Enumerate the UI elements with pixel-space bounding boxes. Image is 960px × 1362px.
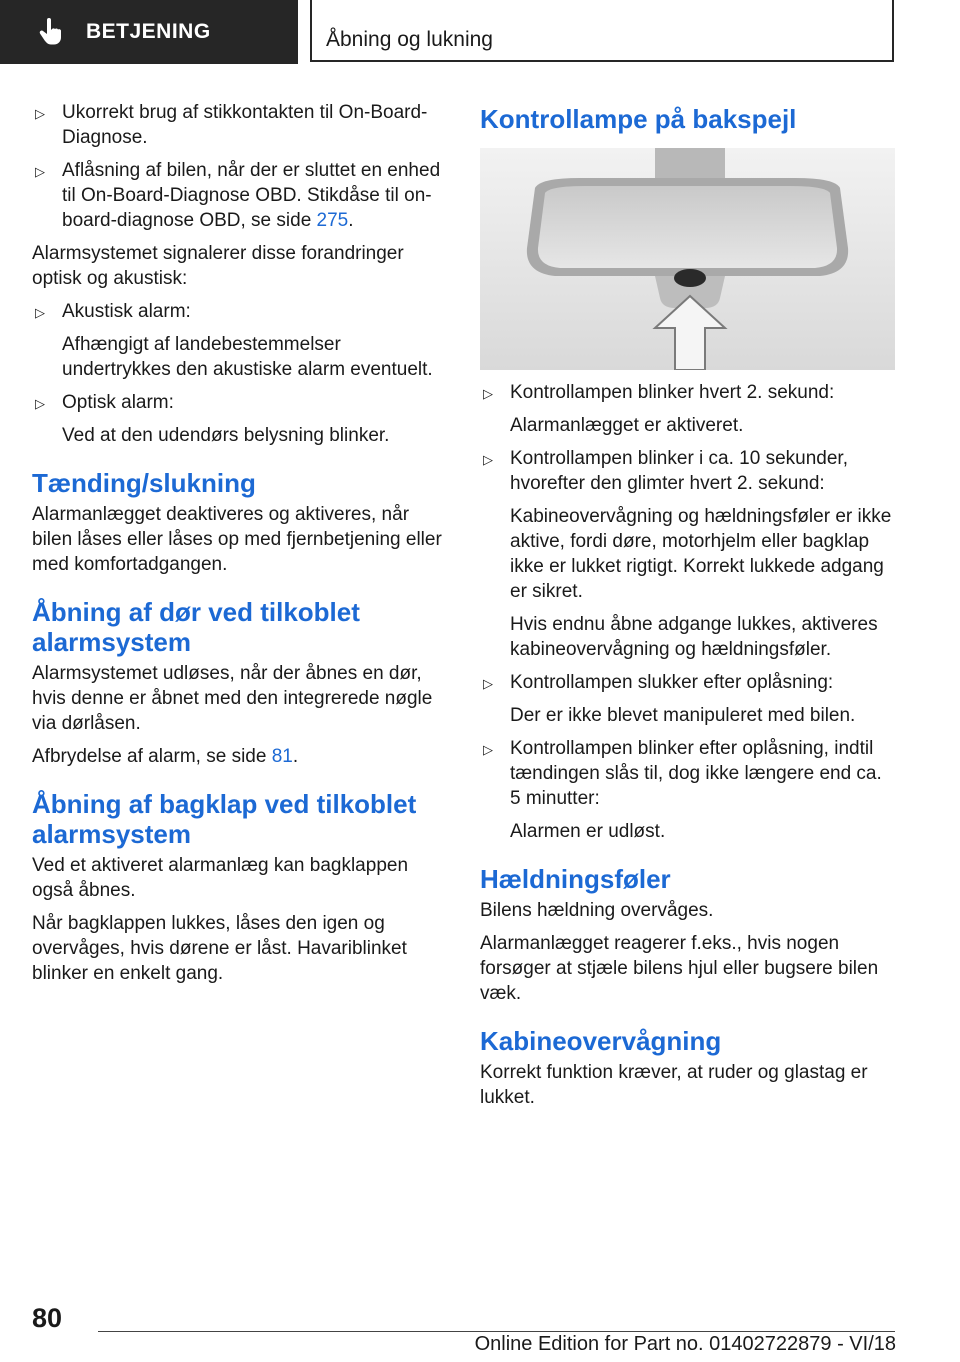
list-item-text: Kabineovervågning og hældningsføler er ikke aktive, fordi døre, motorhjelm eller bagklap ikke er lukket rigtigt. Korrekt lukkede adgang er sikret. xyxy=(510,506,892,602)
list-item-text: Alarmen er udløst. xyxy=(510,821,666,842)
door-text: Alarmsystemet udløses, når der åbnes en dør, hvis denne er åbnet med den integrerede nøgle via dørlåsen. xyxy=(32,663,433,734)
list-item-text: Hvis endnu åbne adgange lukkes, aktiveres kabineovervågning og hældningsføler. xyxy=(510,614,878,660)
list-item-text: Alarmanlægget er aktiveret. xyxy=(510,415,744,436)
tailgate-text-1: Ved et aktiveret alarmanlæg kan bagklappen også åbnes. xyxy=(32,855,409,901)
heading-cabin-monitoring: Kabineovervågning xyxy=(480,1026,722,1056)
rearview-mirror-image xyxy=(480,148,895,370)
list-item: ▷ Kontrollampen blinker efter oplåsning, indtil tændingen slås til, dog ikke længere end ca. 5 minutter: xyxy=(483,738,882,809)
right-column xyxy=(480,100,895,1118)
list-item: ▷ Kontrollampen blinker i ca. 10 sekunder, hvorefter den glimter hvert 2. sekund: xyxy=(483,448,848,494)
list-item: ▷ Kontrollampen blinker hvert 2. sekund: xyxy=(480,380,895,405)
lamp-status-list xyxy=(480,380,895,844)
ignition-text: Alarmanlægget deaktiveres og aktiveres, når bilen låses eller låses op med fjernbetjening eller med komfortadgangen. xyxy=(32,504,442,575)
list-item: ▷ Optisk alarm: xyxy=(32,390,442,415)
section-tab xyxy=(0,0,298,64)
heading-tilt-sensor: Hældningsføler xyxy=(480,864,671,894)
tilt-text-2: Alarmanlægget reagerer f.eks., hvis nogen forsøger at stjæle bilens hjul eller bugsere bilen væk. xyxy=(480,933,879,1004)
page-number: 80 xyxy=(32,1303,63,1333)
triangle-bullet-icon: ▷ xyxy=(35,164,45,179)
chapter-title: Åbning og lukning xyxy=(326,28,493,51)
list-item: ▷ Aflåsning af bilen, når der er sluttet en enhed til On-Board-Diagnose OBD. Stikdåse til on-board-diagnose OBD, se side 275. xyxy=(35,160,441,231)
triangle-bullet-icon: ▷ xyxy=(483,386,493,401)
section-label: BETJENING xyxy=(86,20,211,43)
list-item: ▷ Akustisk alarm: xyxy=(32,299,442,324)
triangle-bullet-icon: ▷ xyxy=(483,452,493,467)
edition-text: Online Edition for Part no. 01402722879 - VI/18 xyxy=(474,1333,896,1355)
optical-text: Ved at den udendørs belysning blinker. xyxy=(62,425,390,446)
left-column xyxy=(32,100,442,994)
alarm-intro: Alarmsystemet signalerer disse forandringer optisk og akustisk: xyxy=(32,243,404,289)
rearview-mirror-illustration xyxy=(480,148,895,370)
triangle-bullet-icon: ▷ xyxy=(483,676,493,691)
tailgate-text-2: Når bagklappen lukkes, låses den igen og overvåges, hvis dørene er låst. Havariblinket blinker en enkelt gang. xyxy=(32,913,407,984)
list-item-text: Der er ikke blevet manipuleret med bilen. xyxy=(510,705,856,726)
triangle-bullet-icon: ▷ xyxy=(35,106,45,121)
hand-pointer-icon xyxy=(38,18,64,46)
heading-ignition: Tænding/slukning xyxy=(32,468,256,498)
list-item: ▷ Ukorrekt brug af stikkontakten til On-Board-Diagnose. xyxy=(35,102,428,148)
page-link-81[interactable]: 81 xyxy=(271,746,293,767)
triangle-bullet-icon: ▷ xyxy=(35,305,45,320)
triangle-bullet-icon: ▷ xyxy=(35,396,45,411)
footer-divider xyxy=(98,1331,895,1332)
tilt-text-1: Bilens hældning overvåges. xyxy=(480,900,714,921)
acoustic-text: Afhængigt af landebestemmelser undertrykkes den akustiske alarm eventuelt. xyxy=(62,334,433,380)
triangle-bullet-icon: ▷ xyxy=(483,742,493,757)
page-link-275[interactable]: 275 xyxy=(316,210,349,231)
heading-control-lamp: Kontrollampe på bakspejl xyxy=(480,104,797,134)
cabin-text: Korrekt funktion kræver, at ruder og glastag er lukket. xyxy=(480,1062,868,1108)
list-item: ▷ Kontrollampen slukker efter oplåsning: xyxy=(480,670,895,695)
heading-tailgate: Åbning af bagklap ved tilkoblet alarmsystem xyxy=(32,789,417,849)
interrupt-text: Afbrydelse af alarm, se side 81. xyxy=(32,746,299,767)
heading-door-open: Åbning af dør ved tilkoblet alarmsystem xyxy=(32,597,360,657)
